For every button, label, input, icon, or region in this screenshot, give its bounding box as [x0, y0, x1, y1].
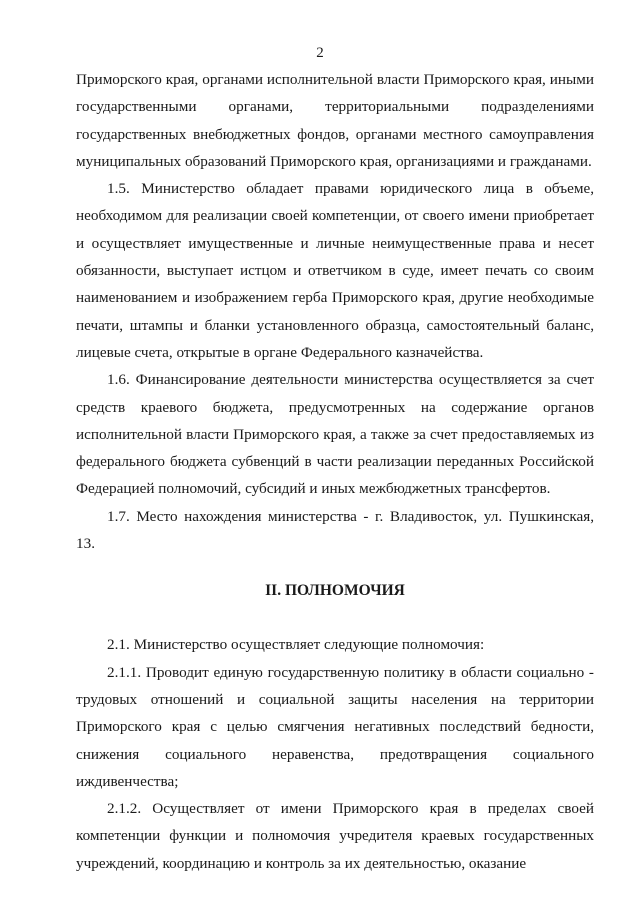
paragraph-2-1-2: 2.1.2. Осуществляет от имени Приморского края в пределах своей компетенции функции и полномочия учредителя краевых государственных учреждений, координацию и контроль за их деятельностью, оказание [76, 800, 594, 872]
paragraph-1-5: 1.5. Министерство обладает правами юридического лица в объеме, необходимом для реализации своей компетенции, от своего имени приобретает и осуществляет имущественные и личные неимущественные права и несет обязанности, выступает истцом и ответчиком в суде, имеет печать со своим наименованием и изображением герба Приморского края, другие необходимые печати, штампы и бланки установленного образца, самостоятельный баланс, лицевые счета, открытые в органе Федерального казначейства. [76, 180, 594, 361]
paragraph-continuation: Приморского края, органами исполнительной власти Приморского края, иными государственными органами, территориальными подразделениями государственных внебюджетных фондов, органами местного самоуправления муниципальных образований Приморского края, организациями и гражданами. [76, 71, 594, 170]
section-title: II. ПОЛНОМОЧИЯ [265, 582, 405, 600]
paragraph-2-1: 2.1. Министерство осуществляет следующие полномочия: [107, 636, 485, 654]
paragraph-1-6: 1.6. Финансирование деятельности министерства осуществляется за счет средств краевого бюджета, предусмотренных на содержание органов исполнительной власти Приморского края, а также за счет предоставляемых из федерального бюджета субвенций в части реализации переданных Российской Федерацией полномочий, субсидий и иных межбюджетных трансфертов. [76, 371, 594, 498]
paragraph-1-7: 1.7. Место нахождения министерства - г. Владивосток, ул. Пушкинская, 13. [76, 507, 594, 553]
paragraph-2-1-1: 2.1.1. Проводит единую государственную политику в области социально - трудовых отношений и социальной защиты населения на территории Приморского края с целью смягчения негативных последствий бедности, снижения социального неравенства, предотвращения социального иждивенчества; [76, 663, 594, 790]
document-body [76, 66, 594, 877]
page-number: 2 [316, 45, 324, 61]
